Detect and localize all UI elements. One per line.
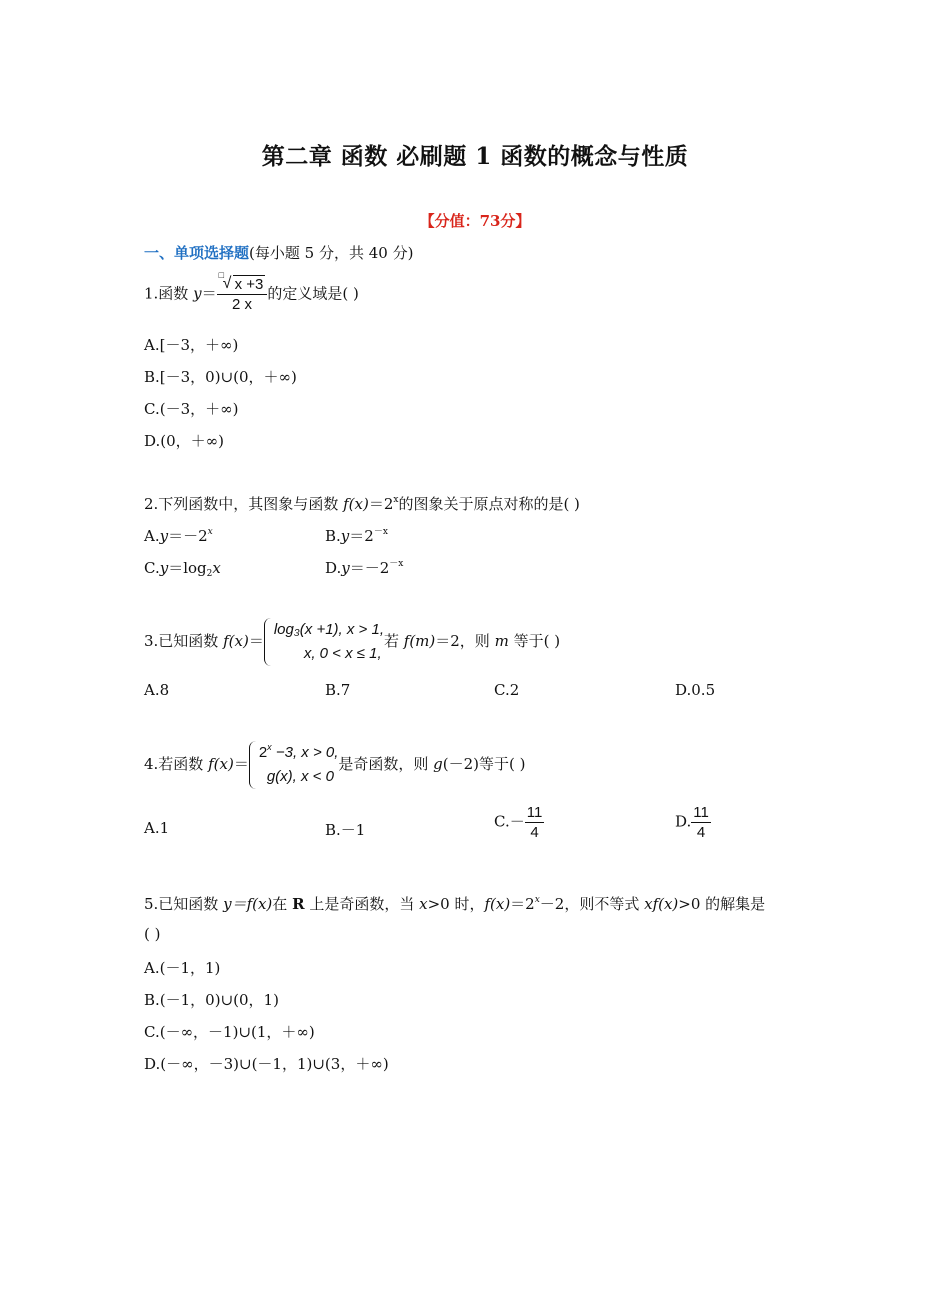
q3-post1: 若 bbox=[384, 632, 404, 650]
q2-fx: f(x) bbox=[343, 495, 369, 513]
q2-d-label: D. bbox=[325, 559, 342, 577]
q1-pre: 1.函数 bbox=[144, 284, 194, 303]
q2-c-y: y bbox=[159, 559, 169, 577]
q3-post2: ＝2，则 bbox=[435, 632, 495, 650]
q2-sup: x bbox=[393, 495, 399, 505]
section-title: 一、单项选择题 bbox=[144, 244, 250, 262]
q4-pre: 4.若函数 bbox=[144, 755, 209, 773]
q1-eq: ＝ bbox=[201, 284, 217, 303]
question-1-stem bbox=[144, 270, 359, 313]
q2-post: 的图象关于原点对称的是( ) bbox=[398, 495, 580, 513]
score-label: 【分值：73分】 bbox=[419, 212, 531, 230]
q2-c-sub: 2 bbox=[206, 569, 213, 579]
q4-d-den: 4 bbox=[696, 824, 706, 841]
q2-option-c[interactable] bbox=[144, 557, 221, 578]
q4-g: g bbox=[433, 755, 443, 773]
q3-row-2: x, 0 < x ≤ 1, bbox=[303, 645, 382, 662]
question-2-stem bbox=[144, 493, 580, 514]
q4-option-d[interactable] bbox=[675, 804, 711, 841]
q2-c-label: C. bbox=[144, 559, 160, 577]
q2-d-sup: －x bbox=[389, 559, 404, 569]
q4-option-c[interactable] bbox=[494, 804, 544, 841]
q1-denominator: 2 x bbox=[231, 296, 252, 313]
question-4-stem bbox=[144, 741, 526, 789]
q4-option-b[interactable]: B.－1 bbox=[325, 821, 366, 839]
q3-eq: ＝ bbox=[248, 632, 264, 650]
brace-icon bbox=[249, 741, 256, 789]
q3-fm: f(m) bbox=[403, 632, 436, 650]
q3-fx: f(x) bbox=[223, 632, 249, 650]
q5-option-c[interactable]: C.(－∞，－1)∪(1，＋∞) bbox=[144, 1023, 315, 1041]
q2-pre: 2.下列函数中，其图象与函数 bbox=[144, 495, 344, 513]
q2-a-sup: x bbox=[207, 527, 213, 537]
q1-option-a[interactable]: A.[－3，＋∞) bbox=[144, 336, 239, 354]
q4-d-label: D. bbox=[675, 812, 692, 831]
q2-a-rest: ＝－2 bbox=[168, 527, 208, 545]
question-5-blank: ( ) bbox=[144, 925, 161, 943]
question-3-stem bbox=[144, 618, 560, 666]
q1-fraction bbox=[217, 270, 268, 313]
q3-option-b[interactable]: B.7 bbox=[325, 681, 351, 699]
section-heading bbox=[144, 242, 413, 263]
q5-yfx: y＝f(x) bbox=[223, 895, 273, 913]
q3-option-a[interactable]: A.8 bbox=[144, 681, 170, 699]
q1-y: y bbox=[193, 284, 202, 303]
section-note: (每小题 5 分，共 40 分) bbox=[249, 244, 414, 262]
q2-option-d[interactable] bbox=[325, 557, 403, 578]
question-5-stem: 5.已知函数 y＝f(x)在 R 上是奇函数，当 x>0 时，$f(x)=2^x-2$，则不等式 xf(x)>0 的解集是 bbox=[144, 895, 766, 913]
q2-b-y: y bbox=[340, 527, 350, 545]
cube-root bbox=[218, 270, 266, 293]
q3-option-d[interactable]: D.0.5 bbox=[675, 681, 716, 699]
q4-c-num: 11 bbox=[526, 804, 543, 821]
q2-option-a[interactable] bbox=[144, 525, 213, 546]
q2-b-sup: －x bbox=[373, 527, 388, 537]
q3-m: m bbox=[494, 632, 509, 650]
q4-d-num: 11 bbox=[693, 804, 709, 821]
q4-fx: f(x) bbox=[208, 755, 234, 773]
q2-a-y: y bbox=[159, 527, 169, 545]
q2-a-label: A. bbox=[144, 527, 160, 545]
q2-eq: ＝2 bbox=[368, 495, 394, 513]
q4-post1: 是奇函数，则 bbox=[338, 755, 434, 773]
q3-row-1: log₃(x +1), x > 1, bbox=[273, 621, 384, 638]
q5-option-a[interactable]: A.(－1，1) bbox=[144, 959, 221, 977]
root-index: □ bbox=[218, 270, 225, 280]
q5-option-d[interactable]: D.(－∞，－3)∪(－1，1)∪(3，＋∞) bbox=[144, 1055, 389, 1073]
q2-b-rest: ＝2 bbox=[349, 527, 374, 545]
page-title: 第二章 函数 必刷题 1 函数的概念与性质 bbox=[261, 143, 689, 170]
q3-piecewise bbox=[264, 618, 384, 666]
q1-option-d[interactable]: D.(0，＋∞) bbox=[144, 432, 225, 450]
q4-c-label: C.－ bbox=[494, 812, 525, 831]
q2-c-x: x bbox=[212, 559, 221, 577]
q4-eq: ＝ bbox=[233, 755, 249, 773]
q3-post3: 等于( ) bbox=[508, 632, 561, 650]
q2-d-y: y bbox=[341, 559, 350, 577]
q1-option-b[interactable]: B.[－3，0)∪(0，＋∞) bbox=[144, 368, 297, 386]
q4-post2: (－2)等于( ) bbox=[442, 755, 526, 773]
q3-option-c[interactable]: C.2 bbox=[494, 681, 520, 699]
q4-row-1: $2^x -3$, x > 0, bbox=[258, 742, 339, 761]
q5-R: R bbox=[292, 895, 305, 913]
q2-b-label: B. bbox=[325, 527, 341, 545]
q1-option-c[interactable]: C.(－3，＋∞) bbox=[144, 400, 239, 418]
radical-sign-icon: √ bbox=[222, 275, 232, 292]
q4-c-den: 4 bbox=[530, 824, 539, 841]
q2-d-rest: ＝－2 bbox=[349, 559, 390, 577]
brace-icon bbox=[264, 618, 271, 666]
q4-option-a[interactable]: A.1 bbox=[144, 819, 170, 837]
q4-row-2: g(x), x < 0 bbox=[266, 768, 334, 785]
q5-option-b[interactable]: B.(－1，0)∪(0，1) bbox=[144, 991, 279, 1009]
q3-pre: 3.已知函数 bbox=[144, 632, 224, 650]
q2-option-b[interactable] bbox=[325, 525, 388, 546]
q1-post: 的定义域是( ) bbox=[267, 284, 359, 303]
q4-piecewise bbox=[249, 741, 339, 789]
radicand: x +3 bbox=[234, 276, 264, 293]
q2-c-rest: ＝log bbox=[168, 559, 207, 577]
